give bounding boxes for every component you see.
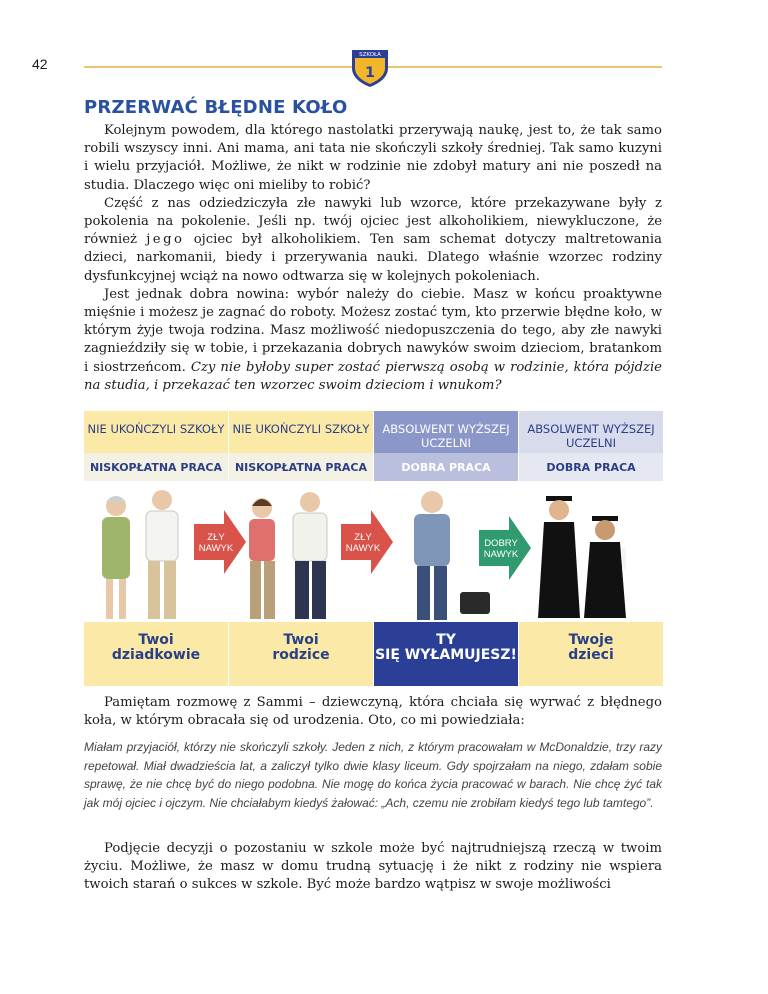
paragraph-2: Część z nas odziedziczyła złe nawyki lub wzorce, które przekazywane były z pokolenia na pokolenie. Jeśli np. twój ojciec jest alkoholikiem, niewykluczone, że również jego ojciec był alkoholikiem. Ten sam schemat dotyczy maltretowania dzieci, narkomanii, biedy i przerywania nauki. Dlatego właśnie wzorzec rodziny dysfunkcyjnej wciąż na nowo odtwarza się w kolejnych pokoleniach. bbox=[84, 195, 662, 284]
paragraph-4: Pamiętam rozmowę z Sammi – dziewczyną, która chciała się wyrwać z błędnego koła, w którym obracała się od urodzenia. Oto, co mi powiedziała: bbox=[84, 695, 662, 729]
paragraph-5: Podjęcie decyzji o pozostaniu w szkole może być najtrudniejszą rzeczą w twoim życiu. Możliwe, że masz w domu trudną sytuację i że nikt z rodziny nie wspiera twoich starań o sukces w szkole. Być może bardzo wątpisz w swoje możliwości bbox=[84, 841, 662, 893]
grandmother-figure bbox=[102, 496, 130, 619]
job-label: DOBRA PRACA bbox=[401, 461, 491, 474]
generation-label: TY SIĘ WYŁAMUJESZ! bbox=[375, 632, 517, 663]
badge-word: SZKOŁA bbox=[359, 52, 381, 58]
school-badge-icon bbox=[350, 46, 390, 88]
education-status: ABSOLWENT WYŻSZEJ UCZELNI bbox=[527, 422, 655, 450]
section-heading: PRZERWAĆ BŁĘDNE KOŁO bbox=[84, 97, 348, 118]
job-label: DOBRA PRACA bbox=[546, 461, 636, 474]
generations-infographic bbox=[84, 411, 662, 686]
mother-figure bbox=[249, 498, 275, 619]
paragraph-3: Jest jednak dobra nowina: wybór należy do ciebie. Masz w końcu proaktywne mięśnie i możesz je zagnać do roboty. Możesz zostać tym, kto przerwie błędne koło, w którym żyje twoja rodzina. Masz możliwość niedopuszczenia do tego, aby złe nawyki zagnieździły się w tobie, i przekazania dobrych nawyków swoim dzieciom, bratankom i siostrzeńcom. Czy nie byłoby super zostać pierwszą osobą w rodzinie, która pójdzie na studia, i przekazać ten wzorzec swoim dzieciom i wnukom? bbox=[84, 286, 662, 393]
arrow-label: ZŁY NAWYK bbox=[345, 532, 381, 554]
arrow-label: DOBRY NAWYK bbox=[483, 538, 519, 560]
graduate-figures bbox=[538, 496, 626, 618]
good-habit-arrow-icon bbox=[479, 516, 531, 580]
education-status: ABSOLWENT WYŻSZEJ UCZELNI bbox=[382, 422, 510, 450]
emphasis-word: jego bbox=[146, 232, 185, 248]
badge-number: 1 bbox=[365, 65, 375, 81]
intro-text bbox=[84, 122, 662, 395]
arrow-label: ZŁY NAWYK bbox=[198, 532, 234, 554]
generation-label: Twoi dziadkowie bbox=[111, 632, 201, 663]
job-label: NISKOPŁATNA PRACA bbox=[89, 461, 223, 474]
page-number: 42 bbox=[32, 56, 48, 72]
father-figure bbox=[293, 492, 327, 619]
italic-question: Czy nie byłoby super zostać pierwszą osobą w rodzinie, która pójdzie na studia, i przekazać ten wzorzec swoim dzieciom i wnukom? bbox=[84, 359, 662, 393]
bottom-text bbox=[84, 840, 662, 895]
middle-text bbox=[84, 694, 662, 730]
bad-habit-arrow-icon bbox=[194, 510, 246, 574]
grandfather-figure bbox=[146, 490, 178, 619]
paragraph-1: Kolejnym powodem, dla którego nastolatki przerywają naukę, jest to, że tak samo robili wszyscy inni. Ani mama, ani tata nie skończyli szkoły średniej. Tak samo kuzyni i wielu przyjaciół. Możliwe, że nikt w rodzinie nie zdobył matury ani nie poszedł na studia. Dlaczego więc oni mieliby to robić? bbox=[84, 123, 662, 193]
generation-label: Twoje dzieci bbox=[568, 632, 614, 663]
generation-label: Twoi rodzice bbox=[272, 632, 330, 663]
job-label: NISKOPŁATNA PRACA bbox=[234, 461, 368, 474]
education-status: NIE UKOŃCZYLI SZKOŁY bbox=[87, 422, 225, 436]
bad-habit-arrow-icon bbox=[341, 510, 393, 574]
sammi-quote: Miałam przyjaciół, którzy nie skończyli szkoły. Jeden z nich, z którym pracowałam w McDonaldzie, trzy razy repetował. Miał dwadzieścia lat, a zaliczył tylko dwie klasy liceum. Gdy spojrzałam na niego, zdałam sobie sprawę, że nie chcę być do niego podobna. Nie mogę do końca życia pracować w barach. Nie chcę żyć tak jak mój ojciec i ojczym. Nie chciałabym kiedyś żałować: „Ach, czemu nie zrobiłam kiedyś tego lub tamtego”. bbox=[84, 740, 662, 810]
education-status: NIE UKOŃCZYLI SZKOŁY bbox=[232, 422, 370, 436]
